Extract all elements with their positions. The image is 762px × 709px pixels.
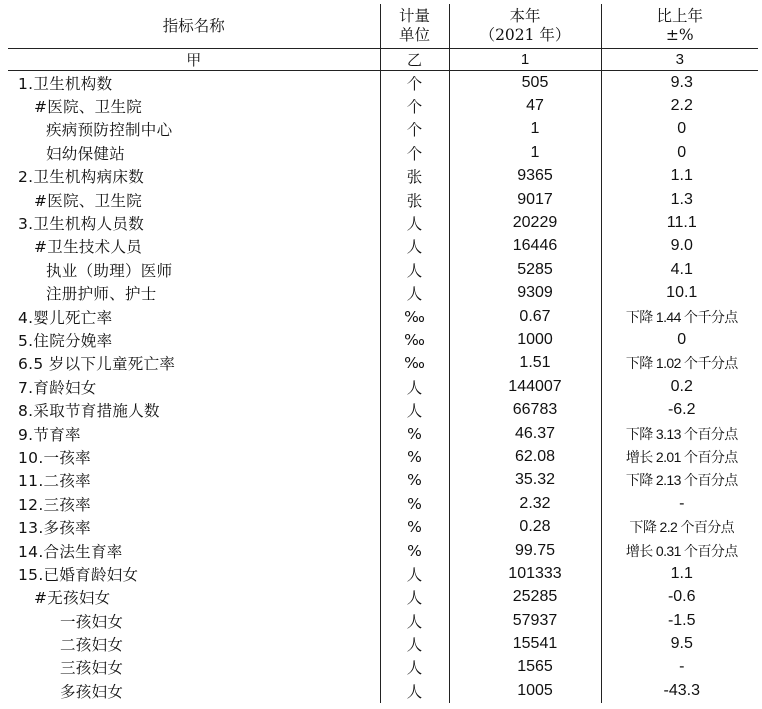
indicator-name-cell: 13.多孩率 (18, 519, 91, 538)
unit-cell: ‰ (380, 352, 449, 375)
indicator-name-cell: 3.卫生机构人员数 (18, 215, 144, 234)
indicator-name-cell: 三孩妇女 (60, 659, 124, 678)
indicator-name-cell: 一孩妇女 (60, 612, 124, 631)
unit-cell: ‰ (380, 328, 449, 351)
change-cell: 增长 2.01 个百分点 (601, 445, 758, 468)
unit-cell: 张 (380, 165, 449, 188)
value-cell: 9309 (449, 282, 601, 305)
indicator-name-cell: 多孩妇女 (60, 682, 124, 701)
table-row (8, 235, 758, 258)
table-row (8, 422, 758, 445)
header-unit-line2: 单位 (398, 26, 430, 44)
table-row (8, 609, 758, 632)
indicator-name-cell: 注册护师、护士 (46, 285, 157, 304)
unit-cell: % (380, 445, 449, 468)
value-cell: 1.51 (449, 352, 601, 375)
indicator-name-cell: 7.育龄妇女 (18, 378, 97, 397)
unit-cell: ‰ (380, 305, 449, 328)
unit-cell: 人 (380, 562, 449, 585)
table-row (8, 656, 758, 679)
indicator-name-cell: 12.三孩率 (18, 495, 91, 514)
header-unit-line1: 计量 (398, 7, 430, 25)
header-year (449, 4, 601, 49)
header-row (8, 4, 758, 49)
change-cell: 4.1 (601, 258, 758, 281)
table-row (8, 469, 758, 492)
value-cell: 0.28 (449, 515, 601, 538)
table-body (8, 71, 758, 703)
change-cell: 下降 2.2 个百分点 (601, 515, 758, 538)
change-cell: 9.0 (601, 235, 758, 258)
indicator-name-cell: 1.卫生机构数 (18, 74, 113, 93)
indicator-name-cell: 11.二孩率 (18, 472, 91, 491)
unit-cell: 人 (380, 375, 449, 398)
header-year-line1: 本年 (509, 7, 541, 25)
table-row (8, 632, 758, 655)
unit-cell: 人 (380, 258, 449, 281)
table-row (8, 141, 758, 164)
table-row (8, 398, 758, 421)
indicator-name-cell: 妇幼保健站 (46, 144, 126, 163)
change-cell: 9.5 (601, 632, 758, 655)
change-cell: 9.3 (601, 71, 758, 95)
value-cell: 20229 (449, 211, 601, 234)
value-cell: 1 (449, 118, 601, 141)
change-cell: -0.6 (601, 586, 758, 609)
change-cell: - (601, 656, 758, 679)
value-cell: 0.67 (449, 305, 601, 328)
indicator-name-cell: 8.采取节育措施人数 (18, 402, 160, 421)
value-cell: 99.75 (449, 539, 601, 562)
unit-cell: 个 (380, 71, 449, 95)
unit-cell: 个 (380, 141, 449, 164)
indicator-name-cell: 10.一孩率 (18, 448, 91, 467)
table-row (8, 679, 758, 702)
table-row (8, 586, 758, 609)
value-cell: 5285 (449, 258, 601, 281)
indicator-name-cell: #医院、卫生院 (34, 191, 143, 210)
value-cell: 66783 (449, 398, 601, 421)
value-cell: 25285 (449, 586, 601, 609)
value-cell: 2.32 (449, 492, 601, 515)
unit-cell: % (380, 469, 449, 492)
change-cell: 下降 1.02 个千分点 (601, 352, 758, 375)
statistics-table (8, 4, 758, 703)
change-cell: 0 (601, 328, 758, 351)
indicator-name-cell: 2.卫生机构病床数 (18, 168, 144, 187)
change-cell: 1.1 (601, 562, 758, 585)
table-row (8, 539, 758, 562)
change-cell: 下降 1.44 个千分点 (601, 305, 758, 328)
value-cell: 62.08 (449, 445, 601, 468)
unit-cell: 个 (380, 118, 449, 141)
indicator-name-cell: 二孩妇女 (60, 636, 124, 655)
table-row (8, 492, 758, 515)
table-row (8, 282, 758, 305)
table-row (8, 445, 758, 468)
change-cell: -1.5 (601, 609, 758, 632)
unit-cell: 人 (380, 211, 449, 234)
unit-cell: % (380, 515, 449, 538)
header-change-line1: 比上年 (656, 7, 703, 25)
table-row (8, 211, 758, 234)
indicator-name-cell: 14.合法生育率 (18, 542, 123, 561)
table-row (8, 258, 758, 281)
column-id-name: 甲 (8, 49, 380, 71)
change-cell: 2.2 (601, 94, 758, 117)
value-cell: 35.32 (449, 469, 601, 492)
header-year-line2: （2021 年） (479, 26, 571, 44)
value-cell: 144007 (449, 375, 601, 398)
header-change-line2: ±% (665, 26, 694, 44)
indicator-name-cell: #卫生技术人员 (34, 238, 143, 257)
unit-cell: % (380, 539, 449, 562)
indicator-name-cell: 执业（助理）医师 (46, 261, 173, 280)
value-cell: 46.37 (449, 422, 601, 445)
value-cell: 1005 (449, 679, 601, 702)
table-row (8, 515, 758, 538)
table-row (8, 71, 758, 95)
indicator-name-cell: 9.节育率 (18, 425, 81, 444)
value-cell: 1000 (449, 328, 601, 351)
column-id-unit: 乙 (380, 49, 449, 71)
change-cell: 增长 0.31 个百分点 (601, 539, 758, 562)
change-cell: -6.2 (601, 398, 758, 421)
indicator-name-cell: 4.婴儿死亡率 (18, 308, 113, 327)
table-row (8, 305, 758, 328)
unit-cell: 人 (380, 586, 449, 609)
table-row (8, 165, 758, 188)
indicator-name-cell: #医院、卫生院 (34, 98, 143, 117)
header-change (601, 4, 758, 49)
change-cell: -43.3 (601, 679, 758, 702)
value-cell: 57937 (449, 609, 601, 632)
unit-cell: 人 (380, 398, 449, 421)
change-cell: 下降 2.13 个百分点 (601, 469, 758, 492)
table-row (8, 118, 758, 141)
unit-cell: % (380, 422, 449, 445)
column-id-row (8, 49, 758, 71)
value-cell: 15541 (449, 632, 601, 655)
unit-cell: 人 (380, 609, 449, 632)
change-cell: 0 (601, 141, 758, 164)
change-cell: 10.1 (601, 282, 758, 305)
unit-cell: 人 (380, 656, 449, 679)
value-cell: 47 (449, 94, 601, 117)
column-id-year: 1 (449, 49, 601, 71)
indicator-name-cell: #无孩妇女 (34, 589, 111, 608)
value-cell: 9365 (449, 165, 601, 188)
indicator-name-cell: 5.住院分娩率 (18, 331, 113, 350)
column-id-change: 3 (601, 49, 758, 71)
header-unit (380, 4, 449, 49)
value-cell: 505 (449, 71, 601, 95)
value-cell: 16446 (449, 235, 601, 258)
table-row (8, 352, 758, 375)
table-row (8, 562, 758, 585)
unit-cell: 人 (380, 282, 449, 305)
table-row (8, 94, 758, 117)
value-cell: 1 (449, 141, 601, 164)
unit-cell: 人 (380, 632, 449, 655)
value-cell: 101333 (449, 562, 601, 585)
change-cell: 0 (601, 118, 758, 141)
change-cell: 1.1 (601, 165, 758, 188)
indicator-name-cell: 15.已婚育龄妇女 (18, 565, 139, 584)
unit-cell: 个 (380, 94, 449, 117)
value-cell: 1565 (449, 656, 601, 679)
change-cell: 下降 3.13 个百分点 (601, 422, 758, 445)
unit-cell: 张 (380, 188, 449, 211)
unit-cell: 人 (380, 679, 449, 702)
change-cell: 11.1 (601, 211, 758, 234)
change-cell: 0.2 (601, 375, 758, 398)
unit-cell: 人 (380, 235, 449, 258)
indicator-name-cell: 疾病预防控制中心 (46, 121, 173, 140)
table-row (8, 188, 758, 211)
table-row (8, 375, 758, 398)
change-cell: - (601, 492, 758, 515)
value-cell: 9017 (449, 188, 601, 211)
indicator-name-cell: 6.5 岁以下儿童死亡率 (18, 355, 176, 374)
header-indicator-name: 指标名称 (8, 4, 380, 49)
unit-cell: % (380, 492, 449, 515)
table-row (8, 328, 758, 351)
change-cell: 1.3 (601, 188, 758, 211)
